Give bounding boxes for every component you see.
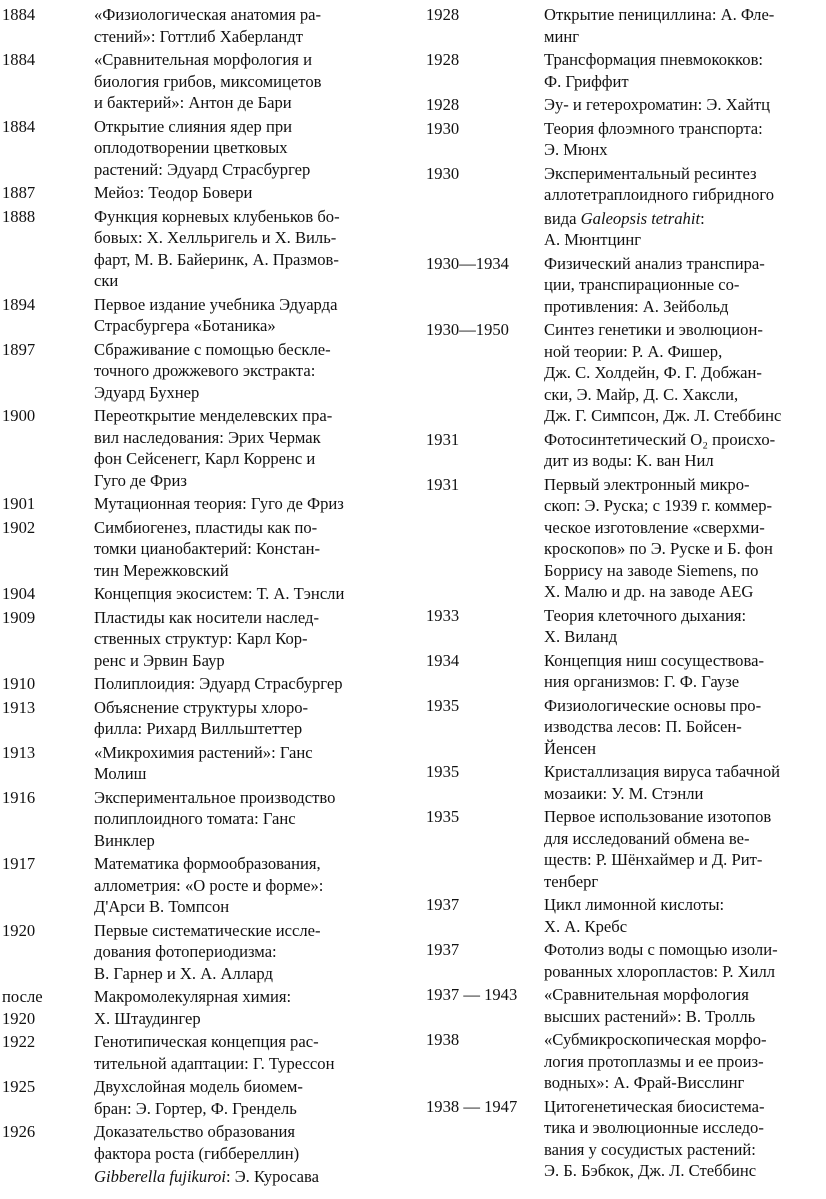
entry-text-main: Мутационная теория: Гуго де Фриз bbox=[94, 494, 344, 513]
entry-text-main: вида bbox=[544, 208, 581, 228]
entry-text bbox=[94, 607, 398, 672]
entry-text bbox=[544, 894, 824, 937]
chronology-entry bbox=[2, 1031, 398, 1074]
entry-text bbox=[544, 118, 824, 161]
entry-text-main: Кристаллизация вируса табачной мозаики: У. М. Стэнли bbox=[544, 762, 781, 803]
entry-year: 1934 bbox=[426, 650, 460, 670]
entry-text bbox=[544, 650, 824, 693]
entry-text-main: Сбраживание с помощью бескле- точного дрожжевого экстракта: Эдуард Бухнер bbox=[94, 339, 331, 402]
entry-text-main: Открытие слияния ядер при оплодотворении цветковых растений: Эдуард Страсбургер bbox=[94, 116, 311, 179]
entry-year: 1913 bbox=[2, 697, 36, 717]
entry-text bbox=[544, 163, 824, 206]
right-column bbox=[426, 4, 824, 1184]
chronology-entry bbox=[426, 319, 824, 427]
entry-text-main: Симбиогенез, пластиды как по- томки цианобактерий: Констан- тин Мережковский bbox=[94, 517, 321, 580]
entry-text bbox=[94, 697, 398, 740]
entry-year: 1917 bbox=[2, 854, 36, 873]
chronology-entry bbox=[426, 163, 824, 206]
entry-text bbox=[94, 1166, 398, 1188]
chronology-entry bbox=[2, 4, 398, 47]
chronology-entry bbox=[426, 474, 824, 603]
entry-text bbox=[94, 673, 398, 695]
chronology-entry bbox=[426, 253, 824, 318]
chronology-entry bbox=[426, 894, 824, 937]
entry-text-main: «Сравнительная морфология и биология грибов, миксомицетов и бактерий»: Антон де Бари bbox=[94, 50, 322, 112]
entry-year: 1930—1934 bbox=[426, 253, 509, 273]
entry-text-main: «Физиологическая анатомия ра- стений»: Готтлиб Хаберландт bbox=[94, 5, 322, 46]
entry-year: 1930 bbox=[426, 118, 460, 138]
entry-text-main: Цитогенетическая биосистема- тика и эволюционные исследо- вания у сосудистых растений: Э. Б. Бэбкок, Дж. Л. Стеббинс bbox=[544, 1096, 765, 1180]
entry-text-main: Переоткрытие менделевских пра- вил наследования: Эрих Чермак фон Сейсенегг, Карл Корренс и Гуго де Фриз bbox=[94, 406, 333, 490]
entry-year: 1930 bbox=[426, 163, 460, 183]
entry-text bbox=[544, 605, 824, 648]
entry-year: 1894 bbox=[2, 294, 36, 314]
entry-text-main: Пластиды как носители наслед- ственных структур: Карл Кор- ренс и Эрвин Баур bbox=[94, 607, 320, 670]
entry-text bbox=[94, 182, 398, 204]
entry-text bbox=[94, 583, 398, 605]
entry-text-main: Двухслойная модель биомем- бран: Э. Гортер, Ф. Грендель bbox=[94, 1077, 303, 1118]
entry-text-main: Эу- и гетерохроматин: Э. Хайтц bbox=[544, 95, 770, 114]
entry-year: 1926 bbox=[2, 1122, 36, 1141]
entry-year: 1935 bbox=[426, 762, 460, 781]
entry-text-main: Фотосинтетический O₂ происхо- дит из воды: K. ван Нил bbox=[544, 429, 776, 470]
entry-text-main: Первое использование изотопов для исследований обмена ве- ществ: Р. Шёнхаймер и Д. Рит- тенберг bbox=[544, 807, 772, 891]
chronology-entry bbox=[2, 493, 398, 515]
entry-text-main: Мейоз: Теодор Бовери bbox=[94, 183, 253, 202]
entry-text bbox=[544, 49, 824, 92]
entry-text-main: Объяснение структуры хлоро- филла: Рихард Вилльштеттер bbox=[94, 697, 309, 738]
entry-text-main: Теория клеточного дыхания: X. Виланд bbox=[544, 605, 747, 646]
chronology-entry bbox=[2, 182, 398, 204]
entry-text-main: Функция корневых клубеньков бо- бовых: X. Хелльригель и X. Виль- фарт, М. В. Байеринк, А. Празмов- ски bbox=[94, 206, 340, 290]
chronology-entry bbox=[2, 405, 398, 491]
entry-text bbox=[544, 806, 824, 892]
entry-text bbox=[544, 984, 824, 1027]
entry-year: 1938 — 1947 bbox=[426, 1096, 518, 1116]
entry-year: 1922 bbox=[2, 1032, 36, 1051]
entry-year: 1935 bbox=[426, 807, 460, 826]
entry-text-main: Концепция ниш сосуществова- ния организмов: Г. Ф. Гаузе bbox=[544, 650, 764, 691]
entry-text bbox=[94, 742, 398, 785]
entry-text bbox=[94, 116, 398, 181]
entry-year: 1897 bbox=[2, 339, 36, 359]
entry-text bbox=[94, 4, 398, 47]
entry-year: 1937 — 1943 bbox=[426, 985, 518, 1004]
entry-text bbox=[94, 206, 398, 292]
entry-year: 1931 bbox=[426, 429, 460, 449]
chronology-entry bbox=[2, 517, 398, 582]
entry-year: 1888 bbox=[2, 206, 36, 226]
entry-year: 1928 bbox=[426, 95, 460, 114]
entry-text bbox=[544, 1029, 824, 1094]
entry-year: 1887 bbox=[2, 183, 36, 202]
entry-year: 1935 bbox=[426, 695, 460, 715]
entry-text-main: Фотолиз воды с помощью изоли- рованных хлоропластов: Р. Хилл bbox=[544, 940, 778, 981]
entry-year: 1931 bbox=[426, 474, 460, 494]
entry-text bbox=[544, 94, 824, 116]
entry-text bbox=[94, 405, 398, 491]
entry-year: 1930—1950 bbox=[426, 320, 509, 339]
chronology-entry bbox=[426, 806, 824, 892]
entry-text-main: «Субмикроскопическая морфо- логия протоплазмы и ее произ- водных»: А. Фрай-Висслинг bbox=[544, 1030, 767, 1092]
entry-text bbox=[544, 761, 824, 804]
entry-text-after: : Э. Куросава bbox=[225, 1167, 320, 1186]
chronology-entry bbox=[426, 208, 824, 251]
entry-text bbox=[94, 920, 398, 985]
entry-year: 1938 bbox=[426, 1030, 460, 1049]
chronology-entry bbox=[426, 650, 824, 693]
chronology-entry bbox=[2, 853, 398, 918]
entry-species-name: Gibberella fujikuroi bbox=[94, 1167, 226, 1186]
entry-text-main: Полиплоидия: Эдуард Страсбургер bbox=[94, 674, 343, 693]
chronology-entry bbox=[2, 787, 398, 852]
entry-text-after: : А. Мюнтцинг bbox=[544, 208, 705, 249]
entry-year: 1937 bbox=[426, 940, 460, 959]
chronology-entry bbox=[426, 4, 824, 47]
chronology-entry bbox=[2, 742, 398, 785]
entry-year: 1904 bbox=[2, 584, 36, 603]
entry-year: 1910 bbox=[2, 674, 36, 693]
entry-year: 1884 bbox=[2, 50, 36, 69]
entry-text bbox=[94, 1121, 398, 1164]
entry-text bbox=[94, 493, 398, 515]
entry-text-main: Синтез генетики и эволюцион- ной теории: Р. А. Фишер, Дж. С. Холдейн, Ф. Г. Добжан- ски, Э. Майр, Д. С. Хаксли, Дж. Г. Симпсон, Дж. Л. Стеббинс bbox=[544, 320, 782, 425]
entry-text bbox=[544, 4, 824, 47]
entry-text bbox=[94, 787, 398, 852]
entry-text-main: Первые систематические иссле- дования фотопериодизма: В. Гарнер и X. А. Аллард bbox=[94, 920, 321, 983]
entry-text bbox=[94, 1031, 398, 1074]
chronology-entry bbox=[2, 673, 398, 695]
entry-text-main: Экспериментальное производство полиплоидного томата: Ганс Винклер bbox=[94, 787, 336, 850]
entry-year: 1925 bbox=[2, 1077, 36, 1096]
entry-text-main: Первое издание учебника Эдуарда Страсбургера «Ботаника» bbox=[94, 294, 338, 335]
chronology-entry bbox=[2, 1076, 398, 1119]
entry-text bbox=[544, 253, 824, 318]
left-column bbox=[2, 4, 398, 1190]
entry-year: 1937 bbox=[426, 895, 460, 914]
entry-text bbox=[94, 986, 398, 1029]
chronology-entry bbox=[2, 206, 398, 292]
chronology-entry bbox=[2, 339, 398, 404]
entry-year: 1902 bbox=[2, 517, 36, 537]
entry-text bbox=[94, 517, 398, 582]
entry-text bbox=[544, 695, 824, 760]
entry-text-main: Концепция экосистем: Т. А. Тэнсли bbox=[94, 584, 345, 603]
entry-text-main: Первый электронный микро- скоп: Э. Руска; с 1939 г. коммер- ческое изготовление «сверхми- кроскопов» по Э. Руске и Б. фон Боррису на заводе Siemens, по X. Малю и др. на заводе AEG bbox=[544, 474, 773, 601]
entry-text-main: Открытие пенициллина: А. Фле- минг bbox=[544, 5, 775, 46]
entry-text bbox=[544, 319, 824, 427]
entry-year: 1900 bbox=[2, 406, 36, 425]
chronology-entry bbox=[2, 697, 398, 740]
entry-text-main: Макромолекулярная химия: X. Штаудингер bbox=[94, 987, 292, 1028]
chronology-entry bbox=[426, 939, 824, 982]
entry-text-main: Физический анализ транспира- ции, транспирационные со- противления: А. Зейбольд bbox=[544, 253, 765, 316]
chronology-entry bbox=[2, 294, 398, 337]
entry-year: 1916 bbox=[2, 787, 36, 807]
entry-text bbox=[544, 474, 824, 603]
entry-text-main: Доказательство образования фактора роста (гиббереллин) bbox=[94, 1122, 300, 1163]
chronology-entry bbox=[426, 605, 824, 648]
entry-year: 1920 bbox=[2, 920, 36, 940]
chronology-entry bbox=[426, 761, 824, 804]
chronology-entry bbox=[426, 49, 824, 92]
entry-year: после 1920 bbox=[2, 987, 43, 1028]
chronology-entry bbox=[2, 1121, 398, 1164]
chronology-entry bbox=[2, 986, 398, 1029]
entry-text bbox=[544, 429, 824, 472]
entry-year: 1884 bbox=[2, 5, 36, 24]
entry-year: 1884 bbox=[2, 116, 36, 136]
chronology-entry bbox=[2, 607, 398, 672]
chronology-entry bbox=[426, 1096, 824, 1182]
entry-year: 1909 bbox=[2, 607, 36, 627]
entry-text bbox=[94, 853, 398, 918]
chronology-entry bbox=[426, 695, 824, 760]
chronology-entry bbox=[426, 984, 824, 1027]
entry-text-main: Физиологические основы про- изводства лесов: П. Бойсен- Йенсен bbox=[544, 695, 762, 758]
chronology-entry bbox=[2, 1166, 398, 1188]
entry-text bbox=[94, 294, 398, 337]
entry-text bbox=[544, 939, 824, 982]
chronology-entry bbox=[2, 116, 398, 181]
entry-year: 1913 bbox=[2, 742, 36, 762]
entry-year: 1933 bbox=[426, 605, 460, 625]
entry-text bbox=[94, 339, 398, 404]
chronology-entry bbox=[426, 1029, 824, 1094]
chronology-entry bbox=[426, 118, 824, 161]
chronology-entry bbox=[426, 429, 824, 472]
entry-text bbox=[94, 49, 398, 114]
chronology-entry bbox=[2, 583, 398, 605]
chronology-entry bbox=[426, 94, 824, 116]
entry-year: 1928 bbox=[426, 50, 460, 69]
entry-text bbox=[544, 1096, 824, 1182]
chronology-entry bbox=[2, 49, 398, 114]
entry-text bbox=[94, 1076, 398, 1119]
chronology-entry bbox=[2, 920, 398, 985]
entry-species-name: Galeopsis tetrahit bbox=[580, 208, 701, 228]
entry-text-main: «Сравнительная морфология высших растений»: В. Тролль bbox=[544, 985, 756, 1026]
entry-text-main: Генотипическая концепция рас- тительной адаптации: Г. Турессон bbox=[94, 1032, 335, 1073]
entry-text-main: Теория флоэмного транспорта: Э. Мюнх bbox=[544, 118, 763, 159]
entry-text-main: «Микрохимия растений»: Ганс Молиш bbox=[94, 742, 313, 783]
entry-text-main: Цикл лимонной кислоты: X. А. Кребс bbox=[544, 895, 725, 936]
entry-text-main: Трансформация пневмококков: Ф. Гриффит bbox=[544, 50, 764, 91]
entry-year: 1901 bbox=[2, 494, 36, 513]
entry-text-main: Математика формообразования, аллометрия: «О росте и форме»: Д'Арси В. Томпсон bbox=[94, 854, 324, 916]
entry-year: 1928 bbox=[426, 5, 460, 24]
entry-text-main: Экспериментальный ресинтез аллотетраплоидного гибридного bbox=[544, 163, 775, 204]
entry-text bbox=[544, 208, 824, 251]
